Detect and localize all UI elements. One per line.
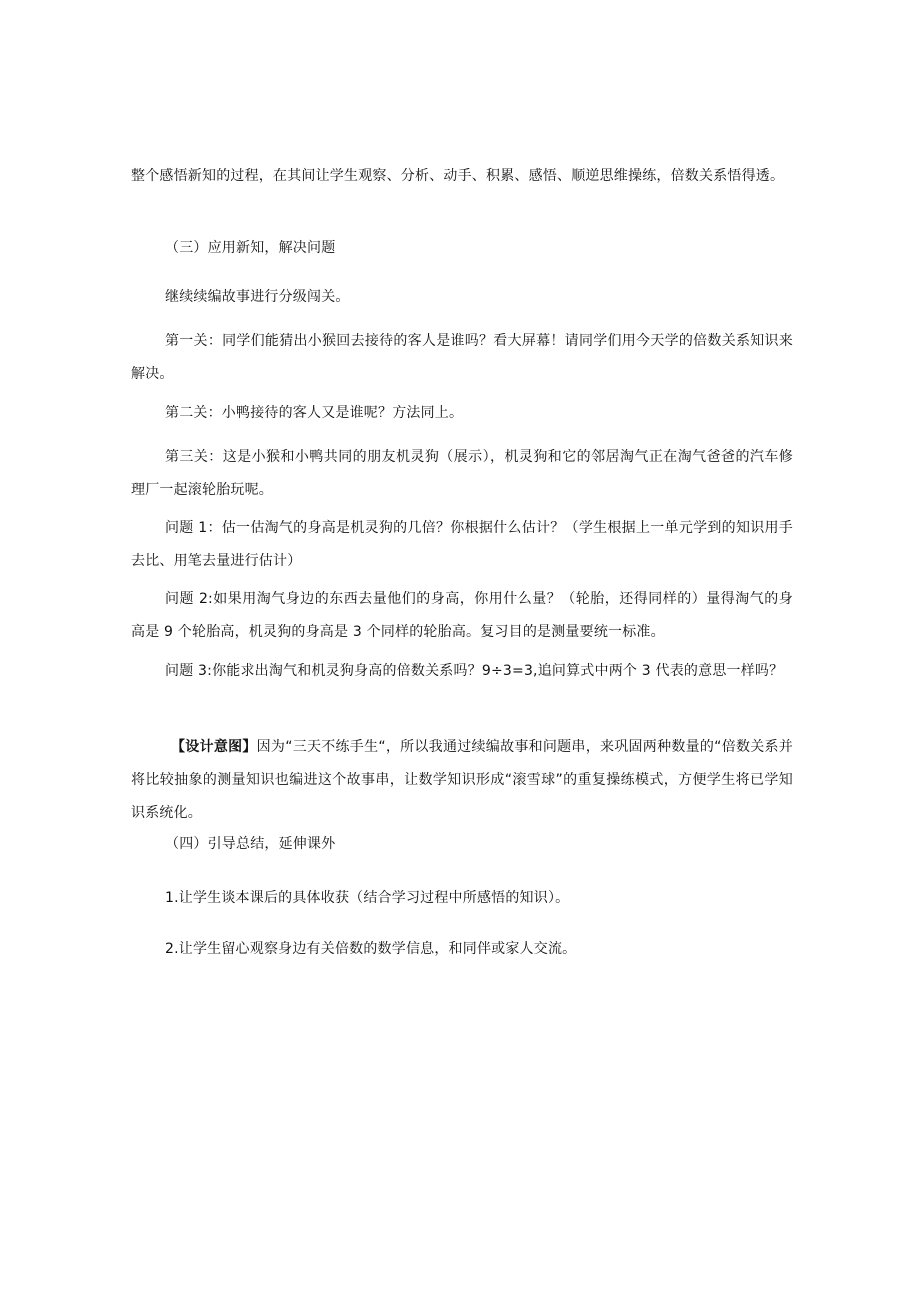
paragraph-text: 第一关：同学们能猜出小猴回去接待的客人是谁吗？看大屏幕！请同学们用今天学的倍数关系知识来解决。	[131, 333, 793, 382]
paragraph-text: 第二关：小鸭接待的客人又是谁呢？方法同上。	[165, 405, 464, 421]
section-heading-three	[165, 232, 793, 265]
heading-text: （四）引导总结，延伸课外	[165, 836, 336, 852]
paragraph-text: 第三关：这是小猴和小鸭共同的朋友机灵狗（展示），机灵狗和它的邻居淘气正在淘气爸爸的汽车修理厂一起滚轮胎玩呢。	[131, 449, 793, 498]
paragraph-text: 因为“三天不练手生“，所以我通过续编故事和问题串，来巩固两种数量的“倍数关系并将比较抽象的测量知识也编进这个故事串，让数学知识形成“滚雪球”的重复操练模式，方便学生将已学知识系统化。	[131, 739, 793, 821]
list-item-text: 1.让学生谈本课后的具体收获（结合学习过程中所感悟的知识）。	[165, 890, 570, 906]
list-item-takeaways	[165, 882, 793, 915]
paragraph-design-intent	[131, 731, 793, 830]
paragraph-question-three	[131, 655, 793, 688]
paragraph-text: 问题 2:如果用淘气身边的东西去量他们的身高，你用什么量？（轮胎，还得同样的）量得淘气的身高是 9 个轮胎高，机灵狗的身高是 3 个同样的轮胎高。复习目的是测量要统一标准。	[131, 591, 793, 640]
paragraph-question-two	[131, 583, 793, 649]
paragraph-level-two	[165, 397, 793, 430]
paragraph-text: 继续续编故事进行分级闯关。	[165, 289, 350, 305]
section-heading-four	[165, 828, 793, 861]
paragraph-level-one	[131, 325, 793, 391]
paragraph-level-three	[131, 441, 793, 507]
design-intent-label: 【设计意图】	[171, 739, 257, 755]
paragraph-process-summary	[131, 160, 793, 193]
paragraph-question-one	[131, 512, 793, 578]
paragraph-text: 问题 1：估一估淘气的身高是机灵狗的几倍？你根据什么估计？（学生根据上一单元学到的知识用手去比、用笔去量进行估计）	[131, 520, 793, 569]
heading-text: （三）应用新知，解决问题	[165, 240, 336, 256]
paragraph-text: 整个感悟新知的过程，在其间让学生观察、分析、动手、积累、感悟、顺逆思维操练，倍数关系悟得透。	[131, 168, 785, 184]
paragraph-continue-story	[165, 281, 793, 314]
list-item-text: 2.让学生留心观察身边有关倍数的数学信息，和同伴或家人交流。	[165, 941, 577, 957]
list-item-observe	[165, 933, 793, 966]
paragraph-text: 问题 3:你能求出淘气和机灵狗身高的倍数关系吗？9÷3=3,追问算式中两个 3 代表的意思一样吗？	[165, 663, 784, 679]
